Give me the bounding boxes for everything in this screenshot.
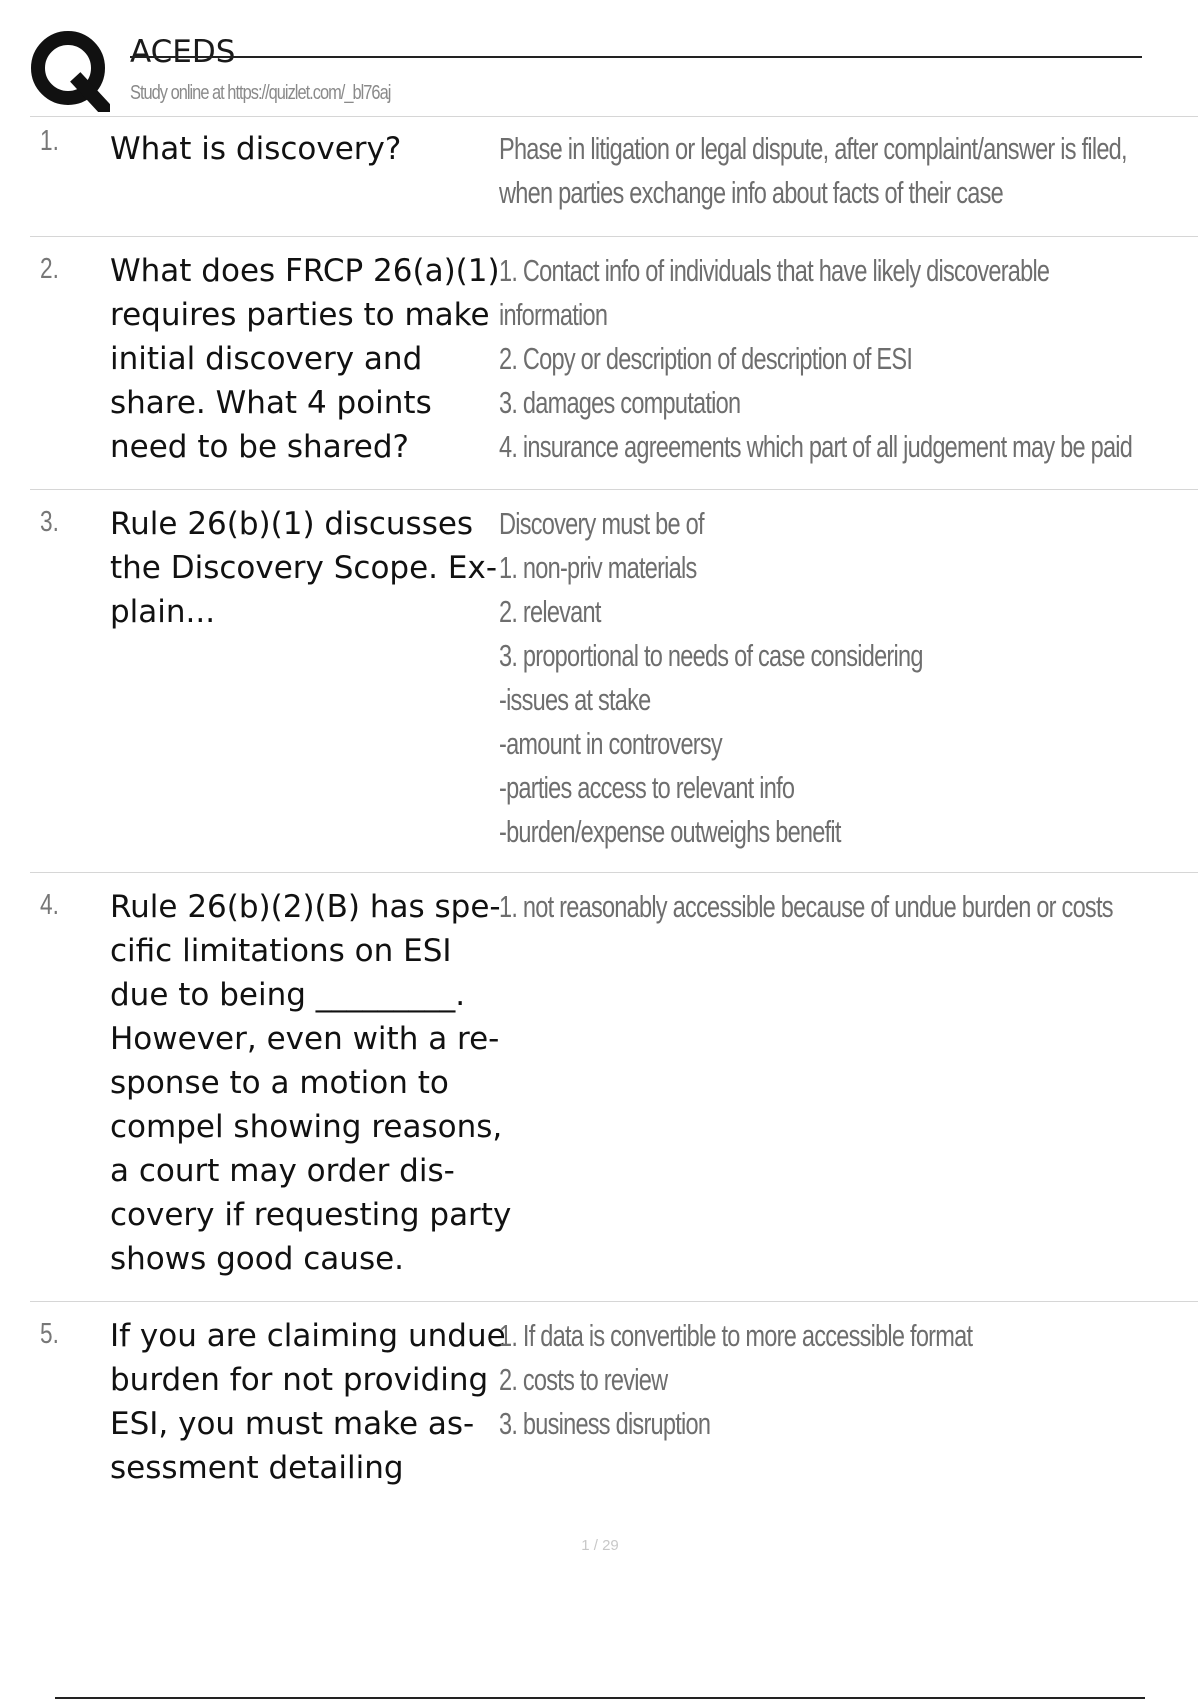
flashcard-row (30, 237, 1198, 490)
card-number: 5. (40, 1318, 59, 1350)
flashcard-row (30, 490, 1198, 873)
flashcard-row (30, 873, 1198, 1302)
card-definition: Phase in litigation or legal dispute, after complaint/answer is filed, when parties exchange info about facts of their case (499, 131, 1127, 210)
document-title: ACEDS (130, 34, 236, 70)
card-term: Rule 26(b)(2)(B) has spe- cific limitations on ESI due to being _________. However, even with a re- sponse to a motion to compel showing reasons, a court may order dis- covery if requesting party shows good cause. (110, 889, 512, 1277)
flashcard-row (30, 1302, 1198, 1502)
page-number: 1 / 29 (581, 1537, 619, 1554)
card-definition: 1. If data is convertible to more accessible format 2. costs to review 3. business disruption (499, 1318, 973, 1441)
title-rule (130, 56, 1142, 58)
card-term: Rule 26(b)(1) discusses the Discovery Scope. Ex- plain... (110, 506, 498, 630)
card-number: 3. (40, 506, 59, 538)
card-definition: Discovery must be of 1. non-priv materials 2. relevant 3. proportional to needs of case considering -issues at stake -amount in controversy -parties access to relevant info -burden/expense outweighs benefit (499, 506, 923, 849)
card-definition: 1. Contact info of individuals that have likely discoverable information 2. Copy or description of description of ESI 3. damages computation 4. insurance agreements which part of all judgement may be paid (499, 253, 1133, 464)
card-term: What does FRCP 26(a)(1) requires parties to make initial discovery and share. What 4 points need to be shared? (110, 253, 500, 465)
card-number: 4. (40, 889, 59, 921)
quizlet-logo-icon (30, 30, 110, 112)
card-number: 2. (40, 253, 59, 285)
card-term: If you are claiming undue burden for not providing ESI, you must make as- sessment detailing (110, 1318, 506, 1486)
footer-rule (55, 1697, 1145, 1699)
card-term: What is discovery? (110, 131, 402, 167)
study-online-link[interactable]: Study online at https://quizlet.com/_bl76aj (130, 82, 391, 104)
card-number: 1. (40, 125, 59, 157)
flashcard-row (30, 117, 1198, 237)
card-definition: 1. not reasonably accessible because of undue burden or costs (499, 889, 1113, 924)
flashcard-list (30, 117, 1198, 1502)
